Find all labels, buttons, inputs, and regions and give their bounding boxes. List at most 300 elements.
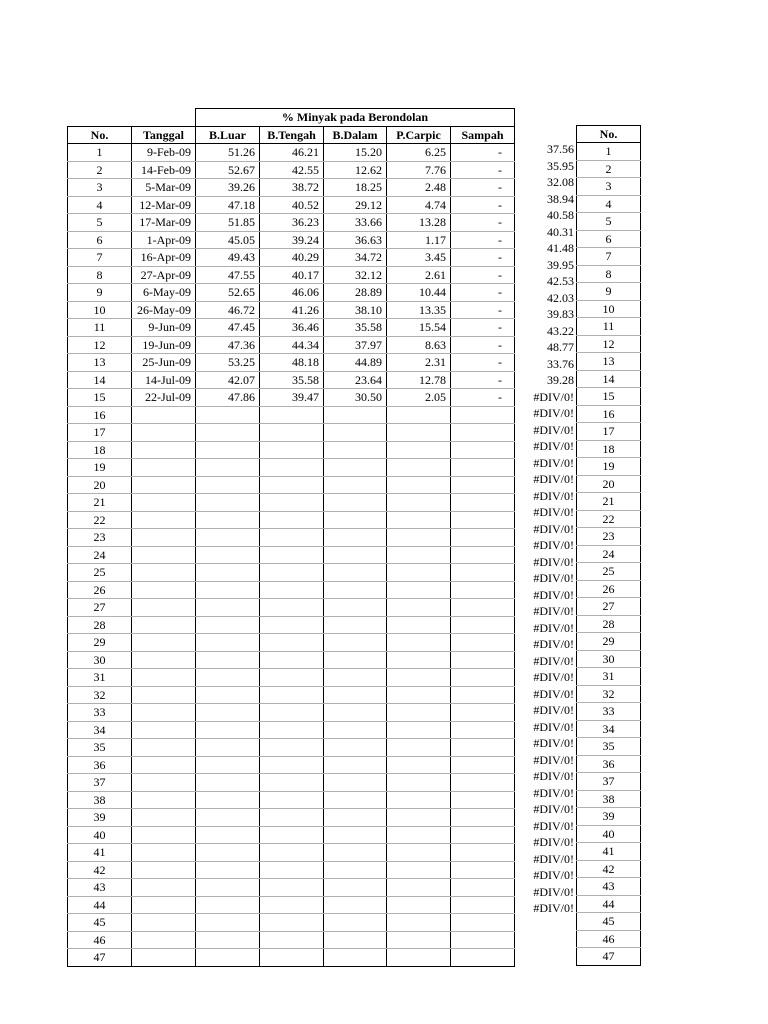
header-b-tengah: B.Tengah	[260, 126, 324, 144]
cell-b-dalam: 36.63	[324, 231, 387, 249]
row-number-row	[577, 440, 641, 458]
row-number-row	[577, 878, 641, 896]
table-row	[68, 371, 515, 389]
cell-row-number: 41	[577, 843, 641, 861]
result-row	[516, 587, 576, 604]
cell-row-number: 32	[577, 685, 641, 703]
cell-b-tengah	[260, 546, 324, 564]
table-row	[68, 739, 515, 757]
cell-no: 25	[68, 564, 132, 582]
table-row	[68, 424, 515, 442]
cell-result: 40.58	[547, 208, 574, 222]
cell-p-carpic	[387, 756, 451, 774]
table-row	[68, 441, 515, 459]
table-row	[68, 546, 515, 564]
cell-b-dalam	[324, 844, 387, 862]
row-number-row	[577, 213, 641, 231]
cell-b-luar	[196, 739, 260, 757]
cell-date	[132, 616, 196, 634]
cell-b-luar	[196, 494, 260, 512]
cell-row-number: 7	[577, 248, 641, 266]
result-row	[516, 554, 576, 571]
cell-result: #DIV/0!	[533, 472, 574, 486]
row-number-row	[577, 230, 641, 248]
cell-b-tengah: 36.46	[260, 319, 324, 337]
cell-p-carpic	[387, 651, 451, 669]
cell-date	[132, 914, 196, 932]
result-row	[516, 537, 576, 554]
row-number-row	[577, 685, 641, 703]
row-number-row	[577, 370, 641, 388]
cell-p-carpic: 3.45	[387, 249, 451, 267]
cell-p-carpic: 15.54	[387, 319, 451, 337]
cell-row-number: 14	[577, 370, 641, 388]
cell-sampah	[451, 494, 515, 512]
cell-b-luar	[196, 704, 260, 722]
cell-result: #DIV/0!	[533, 670, 574, 684]
column-header-row	[68, 126, 515, 144]
cell-b-tengah	[260, 791, 324, 809]
cell-sampah	[451, 406, 515, 424]
cell-no: 34	[68, 721, 132, 739]
cell-b-tengah	[260, 931, 324, 949]
row-number-row	[577, 895, 641, 913]
table-row	[68, 459, 515, 477]
cell-b-tengah: 44.34	[260, 336, 324, 354]
cell-sampah: -	[451, 179, 515, 197]
cell-b-dalam	[324, 756, 387, 774]
cell-b-dalam	[324, 809, 387, 827]
row-number-row	[577, 405, 641, 423]
result-row	[516, 669, 576, 686]
cell-no: 37	[68, 774, 132, 792]
cell-sampah: -	[451, 301, 515, 319]
row-number-row	[577, 143, 641, 161]
cell-no: 30	[68, 651, 132, 669]
cell-p-carpic: 1.17	[387, 231, 451, 249]
cell-result: #DIV/0!	[533, 703, 574, 717]
cell-sampah	[451, 616, 515, 634]
cell-row-number: 20	[577, 475, 641, 493]
cell-b-dalam	[324, 914, 387, 932]
result-row	[516, 768, 576, 785]
cell-row-number: 17	[577, 423, 641, 441]
cell-b-tengah: 48.18	[260, 354, 324, 372]
cell-sampah	[451, 704, 515, 722]
cell-date	[132, 739, 196, 757]
table-row	[68, 564, 515, 582]
cell-sampah: -	[451, 319, 515, 337]
cell-sampah	[451, 791, 515, 809]
cell-p-carpic	[387, 774, 451, 792]
cell-row-number: 15	[577, 388, 641, 406]
cell-p-carpic	[387, 861, 451, 879]
cell-no: 7	[68, 249, 132, 267]
cell-no: 21	[68, 494, 132, 512]
cell-row-number: 8	[577, 265, 641, 283]
cell-b-dalam: 23.64	[324, 371, 387, 389]
cell-b-luar: 39.26	[196, 179, 260, 197]
cell-row-number: 3	[577, 178, 641, 196]
cell-b-luar	[196, 844, 260, 862]
row-number-row	[577, 423, 641, 441]
cell-date: 27-Apr-09	[132, 266, 196, 284]
cell-b-tengah: 41.26	[260, 301, 324, 319]
result-row	[516, 785, 576, 802]
cell-result: #DIV/0!	[533, 587, 574, 602]
cell-b-luar: 49.43	[196, 249, 260, 267]
result-row	[516, 900, 576, 917]
cell-sampah	[451, 529, 515, 547]
right-header-no: No.	[577, 125, 641, 143]
table-row	[68, 861, 515, 879]
cell-result: 42.53	[547, 274, 574, 288]
table-row	[68, 214, 515, 232]
cell-b-dalam: 32.12	[324, 266, 387, 284]
cell-b-dalam	[324, 599, 387, 617]
cell-sampah	[451, 896, 515, 914]
cell-b-tengah: 46.06	[260, 284, 324, 302]
cell-result: 33.76	[547, 356, 574, 371]
result-row	[516, 818, 576, 835]
cell-b-luar	[196, 826, 260, 844]
cell-date	[132, 424, 196, 442]
cell-b-tengah: 38.72	[260, 179, 324, 197]
cell-date	[132, 581, 196, 599]
result-row	[516, 240, 576, 257]
cell-b-luar	[196, 861, 260, 879]
result-row	[516, 488, 576, 505]
cell-result: #DIV/0!	[533, 406, 574, 420]
cell-b-tengah	[260, 844, 324, 862]
cell-row-number: 29	[577, 633, 641, 651]
cell-date	[132, 826, 196, 844]
table-row	[68, 791, 515, 809]
cell-date: 5-Mar-09	[132, 179, 196, 197]
result-row	[516, 636, 576, 653]
cell-no: 6	[68, 231, 132, 249]
cell-no: 45	[68, 914, 132, 932]
result-row	[516, 834, 576, 851]
cell-b-luar	[196, 476, 260, 494]
cell-b-dalam	[324, 861, 387, 879]
row-number-row	[577, 458, 641, 476]
cell-b-dalam: 34.72	[324, 249, 387, 267]
cell-sampah	[451, 931, 515, 949]
cell-p-carpic	[387, 879, 451, 897]
cell-b-tengah: 40.29	[260, 249, 324, 267]
cell-b-luar	[196, 949, 260, 967]
table-row	[68, 511, 515, 529]
cell-row-number: 24	[577, 545, 641, 563]
result-row	[516, 438, 576, 455]
cell-b-tengah	[260, 616, 324, 634]
cell-b-luar: 52.67	[196, 161, 260, 179]
cell-b-tengah	[260, 704, 324, 722]
cell-row-number: 43	[577, 878, 641, 896]
cell-b-dalam: 37.97	[324, 336, 387, 354]
cell-b-dalam	[324, 651, 387, 669]
table-row	[68, 354, 515, 372]
cell-p-carpic	[387, 406, 451, 424]
cell-date	[132, 459, 196, 477]
result-row	[516, 257, 576, 274]
cell-p-carpic	[387, 914, 451, 932]
cell-b-dalam: 44.89	[324, 354, 387, 372]
cell-b-luar: 51.85	[196, 214, 260, 232]
cell-sampah: -	[451, 266, 515, 284]
cell-sampah	[451, 546, 515, 564]
cell-sampah	[451, 756, 515, 774]
row-number-row	[577, 388, 641, 406]
cell-p-carpic: 4.74	[387, 196, 451, 214]
result-row	[516, 851, 576, 868]
cell-row-number: 44	[577, 895, 641, 913]
cell-b-dalam: 38.10	[324, 301, 387, 319]
result-row	[516, 801, 576, 818]
cell-b-luar: 53.25	[196, 354, 260, 372]
cell-b-luar: 51.26	[196, 144, 260, 162]
cell-p-carpic	[387, 704, 451, 722]
cell-b-tengah	[260, 949, 324, 967]
cell-p-carpic	[387, 511, 451, 529]
result-row	[516, 339, 576, 356]
cell-p-carpic	[387, 669, 451, 687]
cell-row-number: 25	[577, 563, 641, 581]
cell-b-tengah: 36.23	[260, 214, 324, 232]
cell-no: 17	[68, 424, 132, 442]
cell-date	[132, 406, 196, 424]
row-number-table	[576, 108, 641, 966]
result-row	[516, 653, 576, 670]
row-number-row	[577, 563, 641, 581]
table-row	[68, 336, 515, 354]
cell-row-number: 19	[577, 458, 641, 476]
cell-no: 39	[68, 809, 132, 827]
cell-row-number: 45	[577, 913, 641, 931]
cell-sampah	[451, 879, 515, 897]
cell-no: 29	[68, 634, 132, 652]
result-row	[516, 620, 576, 637]
cell-no: 33	[68, 704, 132, 722]
cell-date	[132, 949, 196, 967]
row-number-row	[577, 283, 641, 301]
cell-date: 14-Feb-09	[132, 161, 196, 179]
cell-result: 39.28	[547, 373, 574, 387]
row-number-row	[577, 913, 641, 931]
cell-b-tengah	[260, 511, 324, 529]
row-number-row	[577, 703, 641, 721]
cell-date: 19-Jun-09	[132, 336, 196, 354]
cell-p-carpic	[387, 634, 451, 652]
cell-no: 13	[68, 354, 132, 372]
table-row	[68, 249, 515, 267]
cell-no: 5	[68, 214, 132, 232]
row-number-row	[577, 948, 641, 966]
result-row	[516, 570, 576, 587]
cell-sampah: -	[451, 371, 515, 389]
cell-result: #DIV/0!	[533, 752, 574, 767]
cell-date: 17-Mar-09	[132, 214, 196, 232]
cell-b-luar: 47.45	[196, 319, 260, 337]
cell-b-dalam	[324, 441, 387, 459]
cell-result: #DIV/0!	[533, 455, 574, 470]
cell-b-dalam	[324, 511, 387, 529]
row-number-row	[577, 633, 641, 651]
cell-result: 42.03	[547, 290, 574, 305]
table-row	[68, 161, 515, 179]
cell-b-luar	[196, 896, 260, 914]
cell-row-number: 34	[577, 720, 641, 738]
cell-row-number: 40	[577, 825, 641, 843]
cell-sampah	[451, 809, 515, 827]
cell-result: 41.48	[547, 241, 574, 255]
cell-date	[132, 791, 196, 809]
header-sampah: Sampah	[451, 126, 515, 144]
row-number-row	[577, 195, 641, 213]
cell-result: #DIV/0!	[533, 686, 574, 701]
cell-b-luar: 52.65	[196, 284, 260, 302]
cell-p-carpic: 2.48	[387, 179, 451, 197]
cell-p-carpic	[387, 809, 451, 827]
cell-sampah	[451, 424, 515, 442]
cell-b-dalam: 35.58	[324, 319, 387, 337]
result-row	[516, 521, 576, 538]
cell-sampah	[451, 441, 515, 459]
result-row	[516, 867, 576, 884]
cell-b-tengah	[260, 861, 324, 879]
cell-result: #DIV/0!	[533, 521, 574, 536]
result-row	[516, 389, 576, 406]
cell-result: #DIV/0!	[533, 802, 574, 816]
row-number-row	[577, 738, 641, 756]
cell-b-luar	[196, 406, 260, 424]
row-number-row	[577, 545, 641, 563]
cell-date: 16-Apr-09	[132, 249, 196, 267]
cell-b-tengah: 40.52	[260, 196, 324, 214]
cell-sampah	[451, 599, 515, 617]
cell-b-dalam	[324, 931, 387, 949]
result-row	[516, 405, 576, 422]
cell-b-tengah	[260, 529, 324, 547]
result-row	[516, 686, 576, 703]
cell-b-luar	[196, 774, 260, 792]
row-number-row	[577, 773, 641, 791]
result-row	[516, 306, 576, 323]
cell-row-number: 36	[577, 755, 641, 773]
result-row	[516, 191, 576, 208]
cell-b-dalam	[324, 634, 387, 652]
cell-b-dalam: 33.66	[324, 214, 387, 232]
table-row	[68, 476, 515, 494]
result-row	[516, 735, 576, 752]
cell-date	[132, 721, 196, 739]
cell-row-number: 33	[577, 703, 641, 721]
cell-b-luar	[196, 914, 260, 932]
table-row	[68, 529, 515, 547]
cell-row-number: 28	[577, 615, 641, 633]
cell-row-number: 27	[577, 598, 641, 616]
cell-sampah	[451, 739, 515, 757]
cell-row-number: 21	[577, 493, 641, 511]
cell-sampah: -	[451, 354, 515, 372]
cell-b-tengah: 39.24	[260, 231, 324, 249]
cell-b-luar	[196, 599, 260, 617]
cell-b-tengah	[260, 809, 324, 827]
cell-b-tengah	[260, 651, 324, 669]
cell-b-tengah	[260, 914, 324, 932]
result-row	[516, 273, 576, 290]
cell-b-luar	[196, 791, 260, 809]
cell-sampah	[451, 721, 515, 739]
cell-b-tengah	[260, 424, 324, 442]
cell-b-tengah	[260, 406, 324, 424]
cell-b-dalam	[324, 494, 387, 512]
cell-date	[132, 896, 196, 914]
cell-b-dalam	[324, 704, 387, 722]
cell-b-tengah	[260, 669, 324, 687]
cell-b-dalam	[324, 564, 387, 582]
cell-result: #DIV/0!	[533, 604, 574, 618]
cell-sampah: -	[451, 284, 515, 302]
cell-b-tengah: 35.58	[260, 371, 324, 389]
row-number-row	[577, 248, 641, 266]
cell-no: 28	[68, 616, 132, 634]
cell-row-number: 10	[577, 300, 641, 318]
cell-row-number: 11	[577, 318, 641, 336]
table-row	[68, 896, 515, 914]
table-row	[68, 196, 515, 214]
cell-date	[132, 809, 196, 827]
cell-result: #DIV/0!	[533, 785, 574, 800]
cell-no: 32	[68, 686, 132, 704]
cell-b-dalam	[324, 459, 387, 477]
table-row	[68, 284, 515, 302]
result-row	[516, 158, 576, 175]
cell-date	[132, 546, 196, 564]
cell-b-luar	[196, 651, 260, 669]
cell-p-carpic	[387, 616, 451, 634]
row-number-row	[577, 493, 641, 511]
cell-date	[132, 879, 196, 897]
cell-p-carpic	[387, 686, 451, 704]
cell-sampah: -	[451, 144, 515, 162]
row-number-row	[577, 720, 641, 738]
cell-p-carpic	[387, 826, 451, 844]
cell-sampah: -	[451, 161, 515, 179]
table-row	[68, 301, 515, 319]
cell-b-luar	[196, 564, 260, 582]
result-row	[516, 356, 576, 373]
cell-result: 48.77	[547, 340, 574, 354]
cell-date: 12-Mar-09	[132, 196, 196, 214]
cell-b-tengah: 40.17	[260, 266, 324, 284]
cell-result: #DIV/0!	[533, 884, 574, 899]
cell-p-carpic: 13.28	[387, 214, 451, 232]
cell-p-carpic	[387, 721, 451, 739]
cell-b-tengah	[260, 634, 324, 652]
cell-b-dalam	[324, 616, 387, 634]
cell-result: #DIV/0!	[533, 620, 574, 635]
header-b-luar: B.Luar	[196, 126, 260, 144]
cell-b-tengah	[260, 564, 324, 582]
cell-b-tengah: 46.21	[260, 144, 324, 162]
cell-result: 38.94	[547, 191, 574, 206]
cell-no: 11	[68, 319, 132, 337]
cell-date	[132, 844, 196, 862]
cell-sampah	[451, 476, 515, 494]
result-row	[516, 174, 576, 191]
